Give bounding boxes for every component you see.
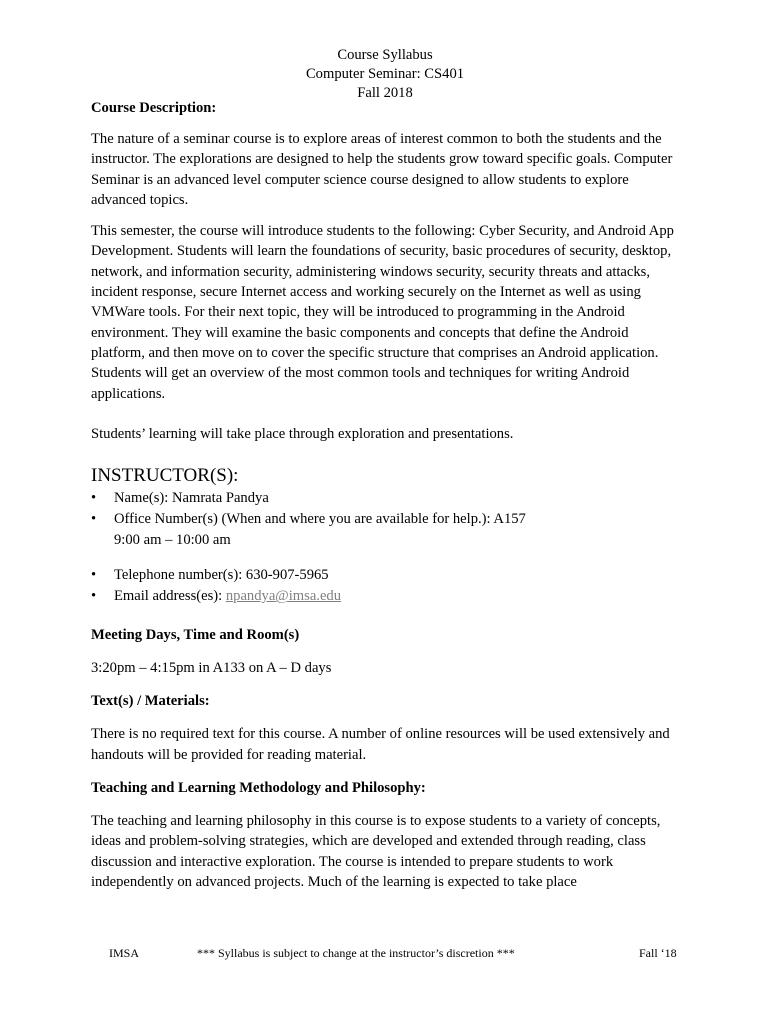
methodology-text: The teaching and learning philosophy in this course is to expose students to a variety of concepts, ideas and problem-solving strategies, which are developed and extended through reading, class discussion and interactive exploration. The course is intended to prepare students to work independently on advanced projects. Much of the learning is expected to take place (91, 813, 661, 890)
office-number: Office Number(s) (When and where you are available for help.): A157 (114, 511, 526, 528)
instructor-name: Name(s): Namrata Pandya (114, 490, 269, 507)
email-link[interactable]: npandya@imsa.edu (225, 588, 342, 605)
footer-notice: *** Syllabus is subject to change at the instructor’s discretion *** (197, 946, 515, 960)
bullet-icon: • (91, 490, 97, 507)
bullet-icon: • (91, 511, 97, 528)
bullet-icon: • (91, 567, 97, 584)
meeting-text: 3:20pm – 4:15pm in A133 on A – D days (91, 660, 332, 677)
bullet-icon: • (91, 588, 97, 605)
document-title: Course Syllabus (337, 47, 433, 63)
office-hours: 9:00 am – 10:00 am (114, 532, 231, 549)
email-label: Email address(es): (114, 588, 226, 605)
course-description-heading: Course Description: (91, 100, 217, 116)
term: Fall 2018 (357, 85, 413, 101)
document-title-block (0, 46, 770, 103)
telephone-number: Telephone number(s): 630-907-5965 (114, 567, 329, 584)
footer-term: Fall ‘18 (639, 946, 677, 960)
instructor-list (91, 488, 681, 607)
description-paragraph-1: The nature of a seminar course is to explore areas of interest common to both the students and the instructor. The explorations are designed to help the students grow toward specific goals. Computer Seminar is an advanced level computer science course designed to allow students to explore advanced topics. (91, 131, 673, 208)
document-body (91, 98, 681, 892)
course-name: Computer Seminar: CS401 (305, 66, 465, 82)
materials-text: There is no required text for this course. A number of online resources will be used extensively and handouts will be provided for reading material. (91, 726, 670, 763)
list-item (91, 586, 681, 607)
instructors-heading: INSTRUCTOR(S): (91, 465, 239, 487)
methodology-heading: Teaching and Learning Methodology and Philosophy: (91, 780, 426, 797)
list-item (91, 488, 681, 509)
materials-heading: Text(s) / Materials: (91, 693, 210, 710)
description-paragraph-3: Students’ learning will take place through exploration and presentations. (91, 425, 514, 442)
page-footer (0, 945, 770, 963)
footer-left: IMSA (109, 946, 140, 960)
description-paragraph-2: This semester, the course will introduce students to the following: Cyber Security, and Android App Development. Students will learn the foundations of security, basic procedures of security, desktop, network, and information security, administering windows security, security threats and attacks, incident response, secure Internet access and working securely on the Internet as well as using VMWare tools. For their next topic, they will be introduced to programming in the Android environment. They will examine the basic components and concepts that define the Android platform, and then move on to cover the specific structure that comprises an Android application. Students will get an overview of the most common tools and techniques for writing Android applications. (91, 223, 674, 402)
list-item (91, 565, 681, 586)
meeting-heading: Meeting Days, Time and Room(s) (91, 627, 300, 644)
list-item (91, 509, 681, 551)
